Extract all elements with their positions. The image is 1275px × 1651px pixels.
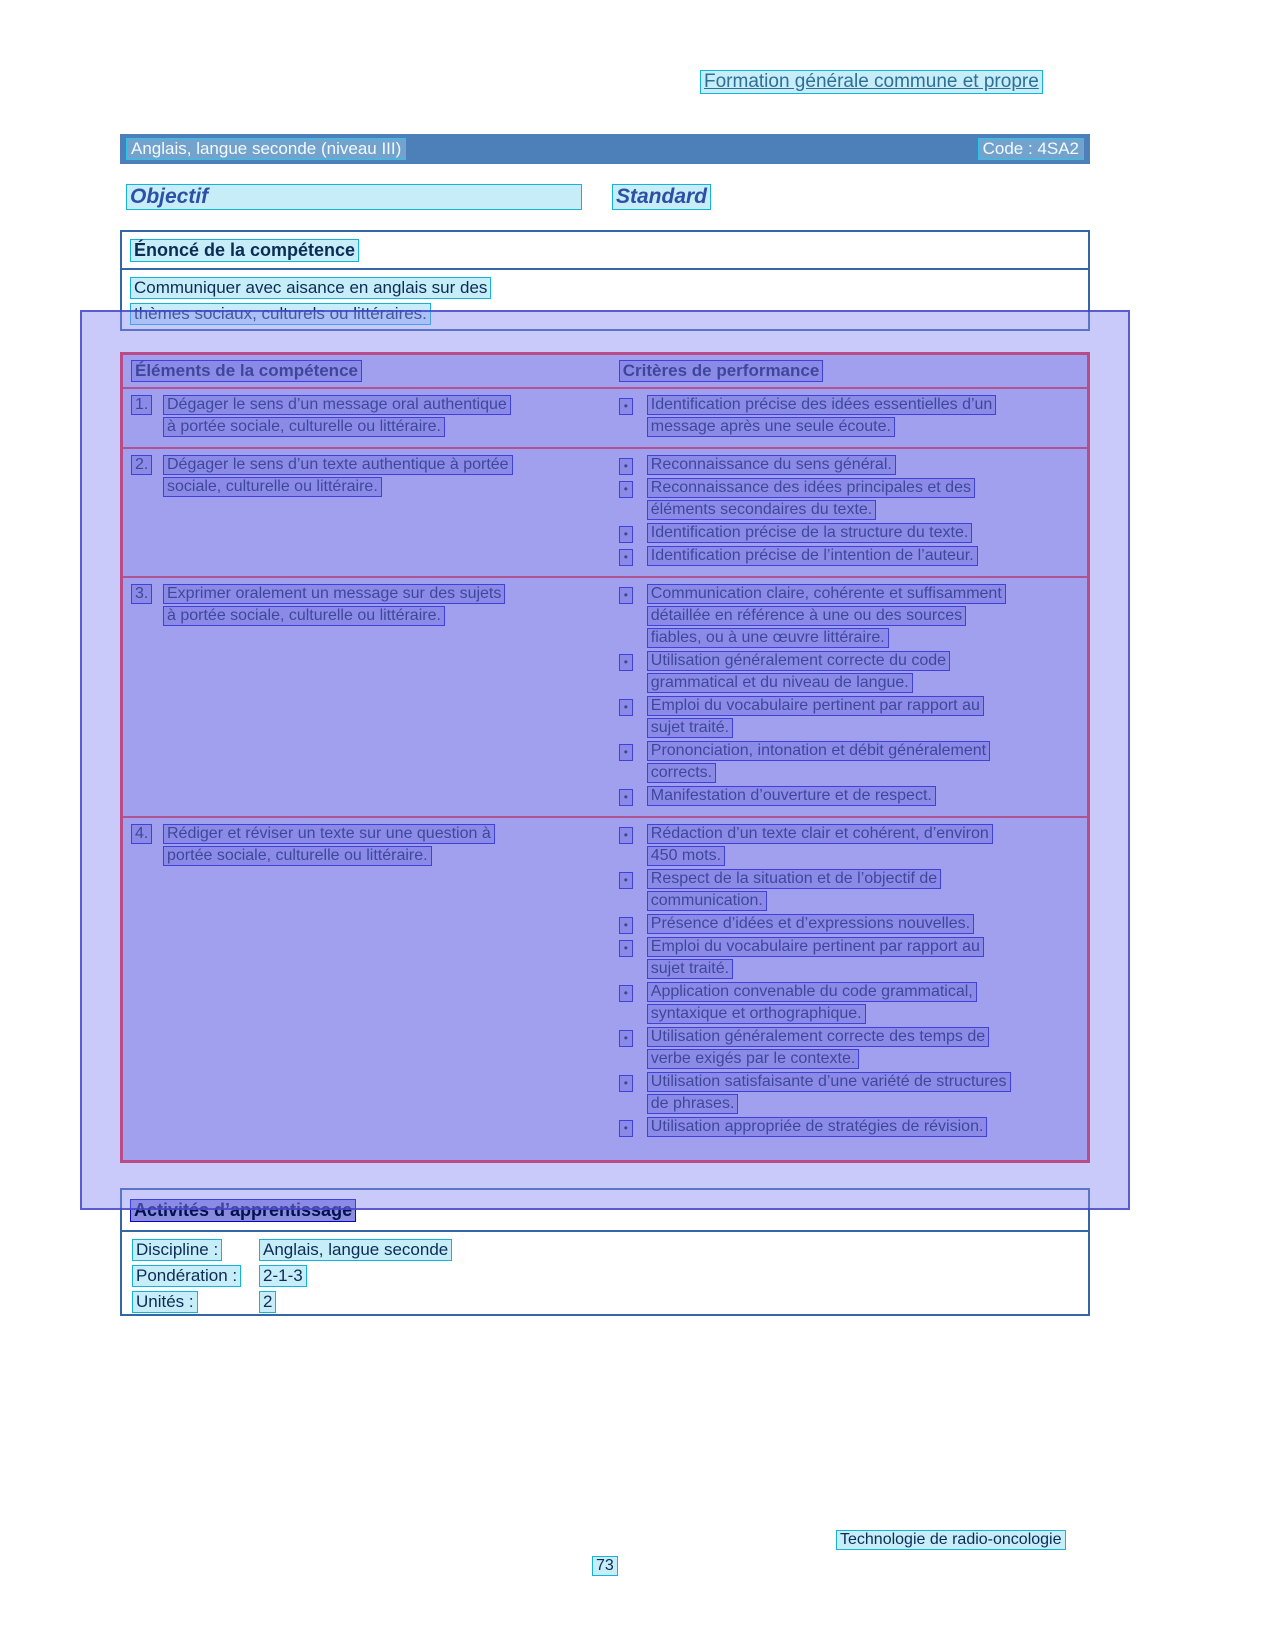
criterion-text (647, 651, 1087, 695)
field-value-col (259, 1265, 307, 1291)
criterion-line-row (647, 891, 1087, 913)
bullet-col (619, 786, 647, 808)
criterion-line-row (647, 763, 1087, 785)
bullet-col (619, 584, 647, 650)
criterion-line: Prononciation, intonation et débit généralement (647, 741, 990, 761)
field-label: Discipline : (132, 1239, 222, 1261)
bullet-icon: • (619, 526, 633, 543)
criterion-line: Identification précise de la structure du texte. (647, 523, 973, 543)
bullet-icon: • (619, 458, 633, 475)
footer-text: Technologie de radio-oncologie (836, 1530, 1066, 1550)
bullet-icon: • (619, 1030, 633, 1047)
bullet-icon: • (619, 654, 633, 671)
criterion-line: sujet traité. (647, 718, 733, 738)
criterion-line: message après une seule écoute. (647, 417, 895, 437)
element-cell (123, 824, 611, 1140)
criterion (619, 786, 1087, 808)
element-cell (123, 584, 611, 809)
standard-heading: Standard (612, 184, 711, 210)
criterion-line: Rédaction d’un texte clair et cohérent, d’environ (647, 824, 993, 844)
criterion (619, 937, 1087, 981)
element-number: 1. (131, 395, 152, 415)
criterion-line: communication. (647, 891, 767, 911)
bullet-col (619, 824, 647, 868)
criterion (619, 546, 1087, 568)
element-text (163, 395, 611, 440)
enonce-box (120, 230, 1090, 331)
criterion-text (647, 869, 1087, 913)
criterion-line: Reconnaissance du sens général. (647, 455, 896, 475)
element-line: Exprimer oralement un message sur des sujets (163, 584, 505, 604)
bullet-col (619, 741, 647, 785)
element-line: Dégager le sens d’un texte authentique à portée (163, 455, 513, 475)
col1-header-cell (123, 360, 611, 382)
element-line: à portée sociale, culturelle ou littéraire. (163, 606, 445, 626)
criterion-line: Utilisation appropriée de stratégies de révision. (647, 1117, 988, 1137)
bullet-col (619, 651, 647, 695)
bullet-col (619, 937, 647, 981)
criterion-text (647, 937, 1087, 981)
field-label-col (132, 1239, 259, 1265)
criterion-line-row (647, 914, 1087, 936)
activity-field (132, 1239, 1088, 1265)
criterion-text (647, 478, 1087, 522)
criterion-line: éléments secondaires du texte. (647, 500, 876, 520)
criterion-line-row (647, 523, 1087, 545)
criterion-line: de phrases. (647, 1094, 739, 1114)
bullet-col (619, 696, 647, 740)
element-line-row (163, 477, 611, 499)
field-label: Unités : (132, 1291, 198, 1313)
criterion-line: sujet traité. (647, 959, 733, 979)
criterion-line: syntaxique et orthographique. (647, 1004, 866, 1024)
criterion (619, 869, 1087, 913)
bullet-col (619, 869, 647, 913)
course-title-bar (120, 134, 1090, 164)
element-line-row (163, 824, 611, 846)
criterion-line-row (647, 417, 1087, 439)
bullet-col (619, 455, 647, 477)
activities-fields (122, 1232, 1088, 1317)
criterion-text (647, 696, 1087, 740)
criterion (619, 982, 1087, 1026)
element-number: 4. (131, 824, 152, 844)
criterion (619, 395, 1087, 439)
criterion (619, 741, 1087, 785)
bullet-col (619, 914, 647, 936)
element-line-row (163, 395, 611, 417)
bullet-col (619, 1072, 647, 1116)
element-line: sociale, culturelle ou littéraire. (163, 477, 382, 497)
enonce-content (122, 270, 1088, 336)
element-number-col (131, 824, 163, 1140)
criterion-line-row (647, 651, 1087, 673)
criterion-line: Présence d’idées et d’expressions nouvelles. (647, 914, 974, 934)
col2-header-cell (611, 360, 1087, 382)
field-label-col (132, 1291, 259, 1317)
bullet-icon: • (619, 549, 633, 566)
field-value: Anglais, langue seconde (259, 1239, 452, 1261)
criteria-cell (611, 824, 1087, 1140)
bullet-col (619, 478, 647, 522)
criterion (619, 1027, 1087, 1071)
criterion-line-row (647, 741, 1087, 763)
bullet-icon: • (619, 744, 633, 761)
competence-table-body (123, 389, 1087, 1147)
table-row (123, 389, 1087, 447)
page-header (700, 70, 1043, 94)
bullet-col (619, 1117, 647, 1139)
criterion-text (647, 1072, 1087, 1116)
criterion-line-row (647, 869, 1087, 891)
element-line: portée sociale, culturelle ou littéraire. (163, 846, 432, 866)
bullet-icon: • (619, 398, 633, 415)
criterion-line: Emploi du vocabulaire pertinent par rapport au (647, 937, 984, 957)
criterion-text (647, 786, 1087, 808)
criterion-line: Utilisation satisfaisante d’une variété de structures (647, 1072, 1011, 1092)
criterion-line-row (647, 478, 1087, 500)
element-cell (123, 395, 611, 440)
criterion-text (647, 584, 1087, 650)
element-text (163, 824, 611, 1140)
criterion-line: Utilisation généralement correcte du code (647, 651, 950, 671)
element-line-row (163, 417, 611, 439)
bullet-icon: • (619, 940, 633, 957)
element-line-row (163, 606, 611, 628)
bullet-icon: • (619, 481, 633, 498)
text-line: thèmes sociaux, culturels ou littéraires. (130, 303, 431, 325)
text-line-row (130, 277, 1080, 303)
criterion-line-row (647, 1072, 1087, 1094)
criterion (619, 455, 1087, 477)
criterion (619, 824, 1087, 868)
activities-title-row (122, 1190, 1088, 1232)
bullet-col (619, 982, 647, 1026)
element-number-col (131, 395, 163, 440)
table-header-row (123, 355, 1087, 389)
criterion-text (647, 395, 1087, 439)
criterion-line-row (647, 673, 1087, 695)
bullet-col (619, 546, 647, 568)
element-text (163, 455, 611, 569)
criterion-line-row (647, 824, 1087, 846)
criterion-line: Application convenable du code grammatical, (647, 982, 977, 1002)
course-title: Anglais, langue seconde (niveau III) (126, 138, 406, 160)
criterion (619, 523, 1087, 545)
element-line: Dégager le sens d’un message oral authentique (163, 395, 511, 415)
criterion-line: Respect de la situation et de l’objectif de (647, 869, 941, 889)
page-number (592, 1556, 618, 1576)
criterion (619, 914, 1087, 936)
element-number: 2. (131, 455, 152, 475)
criterion-text (647, 824, 1087, 868)
criterion (619, 584, 1087, 650)
criterion-line-row (647, 628, 1087, 650)
enonce-title: Énoncé de la compétence (130, 239, 359, 262)
criterion-line-row (647, 606, 1087, 628)
criterion-line-row (647, 786, 1087, 808)
criterion (619, 1117, 1087, 1139)
criteria-cell (611, 584, 1087, 809)
criterion-text (647, 455, 1087, 477)
column-headings (126, 184, 711, 210)
criterion-line-row (647, 395, 1087, 417)
bullet-col (619, 523, 647, 545)
criterion-text (647, 982, 1087, 1026)
bullet-icon: • (619, 1120, 633, 1137)
criteria-cell (611, 395, 1087, 440)
criterion-line: verbe exigés par le contexte. (647, 1049, 860, 1069)
element-number: 3. (131, 584, 152, 604)
field-value-col (259, 1239, 452, 1265)
competence-table (120, 352, 1090, 1163)
field-label: Pondération : (132, 1265, 241, 1287)
page-number-text: 73 (592, 1556, 618, 1576)
criterion-text (647, 546, 1087, 568)
criterion (619, 696, 1087, 740)
criterion-line: Reconnaissance des idées principales et des (647, 478, 975, 498)
field-value-col (259, 1291, 276, 1317)
bullet-icon: • (619, 789, 633, 806)
criterion-text (647, 914, 1087, 936)
table-row (123, 816, 1087, 1147)
criterion-line-row (647, 1004, 1087, 1026)
element-text (163, 584, 611, 809)
criterion-line-row (647, 846, 1087, 868)
criterion-line-row (647, 500, 1087, 522)
element-line-row (163, 455, 611, 477)
criterion-line-row (647, 1027, 1087, 1049)
criterion-line-row (647, 982, 1087, 1004)
bullet-icon: • (619, 699, 633, 716)
activity-field (132, 1265, 1088, 1291)
activities-box (120, 1188, 1090, 1316)
bullet-icon: • (619, 827, 633, 844)
criterion-line: Communication claire, cohérente et suffisamment (647, 584, 1006, 604)
col1-header: Éléments de la compétence (131, 360, 362, 382)
bullet-icon: • (619, 872, 633, 889)
criterion-text (647, 523, 1087, 545)
criterion-line: Identification précise des idées essentielles d’un (647, 395, 997, 415)
element-cell (123, 455, 611, 569)
criterion-line-row (647, 455, 1087, 477)
criterion-line-row (647, 959, 1087, 981)
criterion (619, 651, 1087, 695)
bullet-icon: • (619, 1075, 633, 1092)
criterion-text (647, 741, 1087, 785)
table-row (123, 576, 1087, 816)
criterion-text (647, 1117, 1087, 1139)
criterion-line: corrects. (647, 763, 716, 783)
field-label-col (132, 1265, 259, 1291)
element-number-col (131, 584, 163, 809)
objectif-heading: Objectif (126, 184, 582, 210)
criterion-line: Utilisation généralement correcte des temps de (647, 1027, 989, 1047)
element-line-row (163, 584, 611, 606)
element-line: Rédiger et réviser un texte sur une question à (163, 824, 495, 844)
text-line-row (130, 303, 1080, 329)
criterion-line: Identification précise de l’intention de l’auteur. (647, 546, 978, 566)
criteria-cell (611, 455, 1087, 569)
criterion-line-row (647, 1117, 1087, 1139)
element-number-col (131, 455, 163, 569)
text-line: Communiquer avec aisance en anglais sur des (130, 277, 491, 299)
criterion-line: Emploi du vocabulaire pertinent par rapport au (647, 696, 984, 716)
criterion-line-row (647, 1049, 1087, 1071)
criterion (619, 1072, 1087, 1116)
course-code: Code : 4SA2 (978, 138, 1084, 160)
criterion-line: grammatical et du niveau de langue. (647, 673, 913, 693)
element-line: à portée sociale, culturelle ou littéraire. (163, 417, 445, 437)
criterion-line-row (647, 696, 1087, 718)
field-value: 2 (259, 1291, 276, 1313)
activities-title: Activités d’apprentissage (130, 1199, 356, 1222)
criterion-line-row (647, 718, 1087, 740)
criterion-line-row (647, 937, 1087, 959)
criterion (619, 478, 1087, 522)
table-row (123, 447, 1087, 576)
criterion-text (647, 1027, 1087, 1071)
bullet-col (619, 395, 647, 439)
criterion-line: fiables, ou à une œuvre littéraire. (647, 628, 889, 648)
criterion-line: Manifestation d’ouverture et de respect. (647, 786, 936, 806)
enonce-title-row (122, 232, 1088, 270)
bullet-col (619, 1027, 647, 1071)
element-line-row (163, 846, 611, 868)
page-footer (836, 1530, 1066, 1550)
bullet-icon: • (619, 917, 633, 934)
col2-header: Critères de performance (619, 360, 824, 382)
criterion-line: détaillée en référence à une ou des sources (647, 606, 966, 626)
criterion-line: 450 mots. (647, 846, 725, 866)
criterion-line-row (647, 1094, 1087, 1116)
bullet-icon: • (619, 587, 633, 604)
header-text: Formation générale commune et propre (700, 70, 1043, 94)
criterion-line-row (647, 546, 1087, 568)
activity-field (132, 1291, 1088, 1317)
criterion-line-row (647, 584, 1087, 606)
field-value: 2-1-3 (259, 1265, 307, 1287)
bullet-icon: • (619, 985, 633, 1002)
